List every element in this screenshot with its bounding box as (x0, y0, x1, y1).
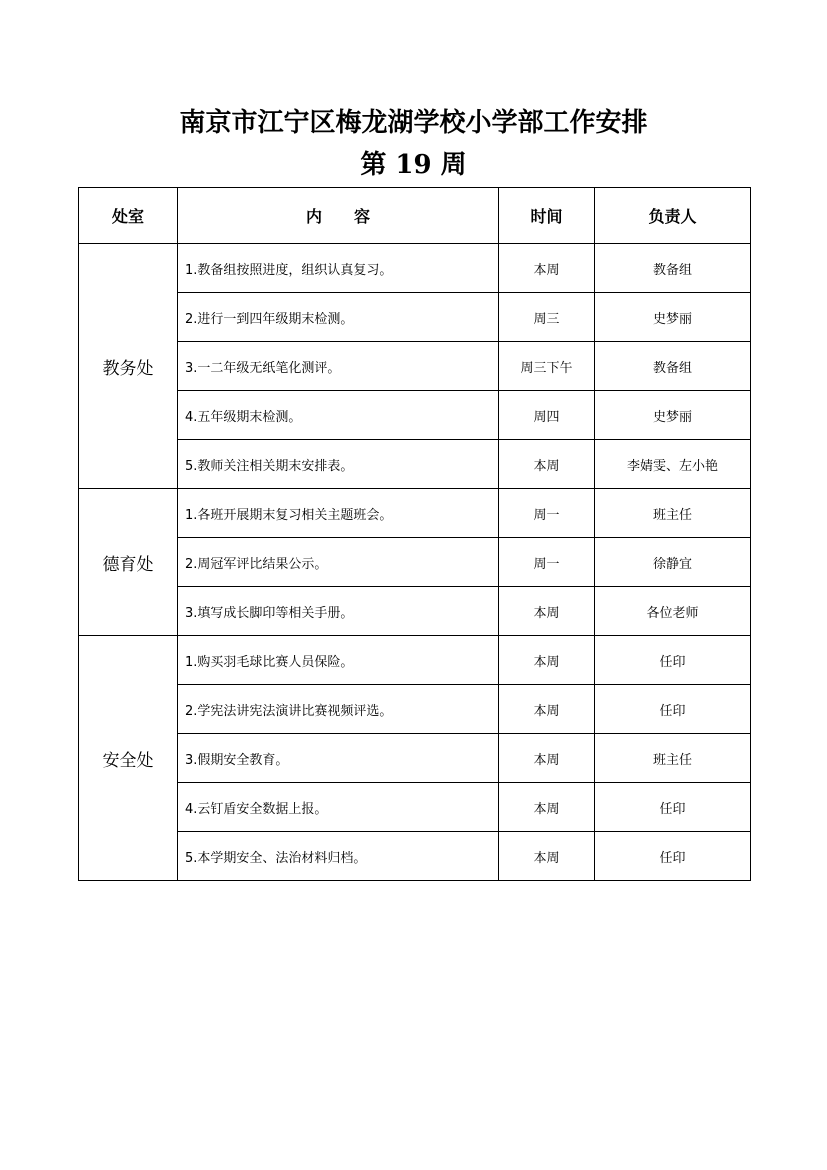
owner-cell: 史梦丽 (595, 293, 751, 342)
week-label: 第 19 周 (360, 150, 467, 180)
table-row (79, 391, 751, 440)
owner-cell: 班主任 (595, 734, 751, 783)
content-cell: 1.购买羽毛球比赛人员保险。 (178, 636, 499, 685)
owner-cell: 李婧雯、左小艳 (595, 440, 751, 489)
time-cell: 周四 (499, 391, 595, 440)
table-row (79, 244, 751, 293)
table-row (79, 342, 751, 391)
owner-cell: 任印 (595, 636, 751, 685)
time-cell: 本周 (499, 832, 595, 881)
table-row (79, 636, 751, 685)
time-cell: 本周 (499, 783, 595, 832)
owner-cell: 教备组 (595, 244, 751, 293)
content-cell: 1.各班开展期末复习相关主题班会。 (178, 489, 499, 538)
header-owner: 负责人 (595, 188, 751, 244)
content-cell: 5.教师关注相关期末安排表。 (178, 440, 499, 489)
table-row (79, 587, 751, 636)
content-cell: 3.假期安全教育。 (178, 734, 499, 783)
owner-cell: 教备组 (595, 342, 751, 391)
time-cell: 本周 (499, 734, 595, 783)
owner-cell: 任印 (595, 783, 751, 832)
table-row (79, 293, 751, 342)
content-cell: 5.本学期安全、法治材料归档。 (178, 832, 499, 881)
content-cell: 2.进行一到四年级期末检测。 (178, 293, 499, 342)
content-cell: 3.填写成长脚印等相关手册。 (178, 587, 499, 636)
table-row (79, 783, 751, 832)
time-cell: 本周 (499, 685, 595, 734)
content-cell: 4.五年级期末检测。 (178, 391, 499, 440)
time-cell: 本周 (499, 244, 595, 293)
owner-cell: 任印 (595, 685, 751, 734)
table-row (79, 489, 751, 538)
content-cell: 4.云钉盾安全数据上报。 (178, 783, 499, 832)
time-cell: 周一 (499, 538, 595, 587)
time-cell: 本周 (499, 636, 595, 685)
header-dept: 处室 (79, 188, 178, 244)
table-row (79, 734, 751, 783)
dept-cell-academic: 教务处 (79, 244, 178, 489)
table-row (79, 685, 751, 734)
content-cell: 2.学宪法讲宪法演讲比赛视频评选。 (178, 685, 499, 734)
table-row (79, 440, 751, 489)
schedule-table (78, 187, 751, 881)
table-row (79, 832, 751, 881)
time-cell: 周三 (499, 293, 595, 342)
content-cell: 2.周冠军评比结果公示。 (178, 538, 499, 587)
owner-cell: 徐静宜 (595, 538, 751, 587)
owner-cell: 班主任 (595, 489, 751, 538)
owner-cell: 史梦丽 (595, 391, 751, 440)
time-cell: 本周 (499, 587, 595, 636)
header-time: 时间 (499, 188, 595, 244)
header-row (79, 188, 751, 244)
header-content: 内 容 (178, 188, 499, 244)
dept-cell-moral: 德育处 (79, 489, 178, 636)
document-title: 南京市江宁区梅龙湖学校小学部工作安排 (179, 108, 648, 138)
dept-cell-safety: 安全处 (79, 636, 178, 881)
owner-cell: 任印 (595, 832, 751, 881)
owner-cell: 各位老师 (595, 587, 751, 636)
time-cell: 周一 (499, 489, 595, 538)
time-cell: 周三下午 (499, 342, 595, 391)
table-row (79, 538, 751, 587)
content-cell: 1.教备组按照进度，组织认真复习。 (178, 244, 499, 293)
time-cell: 本周 (499, 440, 595, 489)
content-cell: 3.一二年级无纸笔化测评。 (178, 342, 499, 391)
